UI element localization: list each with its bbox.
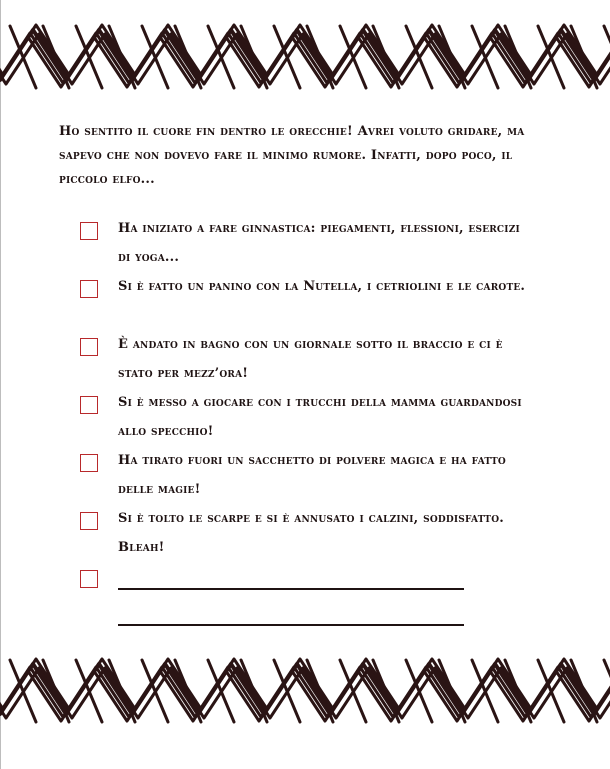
option-label: Ha tirato fuori un sacchetto di polvere magica e ha fatto delle magie! xyxy=(118,453,506,497)
option-checkbox[interactable] xyxy=(80,512,98,530)
list-item xyxy=(80,442,560,500)
top-zigzag-border xyxy=(0,18,610,98)
custom-answer-item xyxy=(80,558,560,616)
list-item xyxy=(80,326,560,384)
list-item xyxy=(80,268,560,326)
option-label: Si è tolto le scarpe e si è annusato i calzini, soddisfatto. Bleah! xyxy=(118,511,504,555)
option-label: Ha iniziato a fare ginnastica: piegamenti, flessioni, esercizi di yoga... xyxy=(118,221,520,265)
write-in-line[interactable] xyxy=(118,588,464,590)
checklist xyxy=(80,210,560,616)
option-label: È andato in bagno con un giornale sotto il braccio e ci è stato per mezz’ora! xyxy=(118,337,503,381)
bottom-zigzag-border xyxy=(0,652,610,732)
option-checkbox[interactable] xyxy=(80,396,98,414)
write-in-line[interactable] xyxy=(118,624,464,626)
list-item xyxy=(80,384,560,442)
option-checkbox[interactable] xyxy=(80,570,98,588)
option-checkbox[interactable] xyxy=(80,454,98,472)
option-checkbox[interactable] xyxy=(80,222,98,240)
option-label: Si è messo a giocare con i trucchi della mamma guardandosi allo specchio! xyxy=(118,395,522,439)
option-label: Si è fatto un panino con la Nutella, i cetriolini e le carote. xyxy=(118,279,526,294)
option-checkbox[interactable] xyxy=(80,280,98,298)
option-checkbox[interactable] xyxy=(80,338,98,356)
list-item xyxy=(80,500,560,558)
intro-paragraph: Ho sentito il cuore fin dentro le orecchie! Avrei voluto gridare, ma sapevo che non dovevo fare il minimo rumore. Infatti, dopo poco, il piccolo elfo... xyxy=(59,124,525,187)
list-item xyxy=(80,210,560,268)
